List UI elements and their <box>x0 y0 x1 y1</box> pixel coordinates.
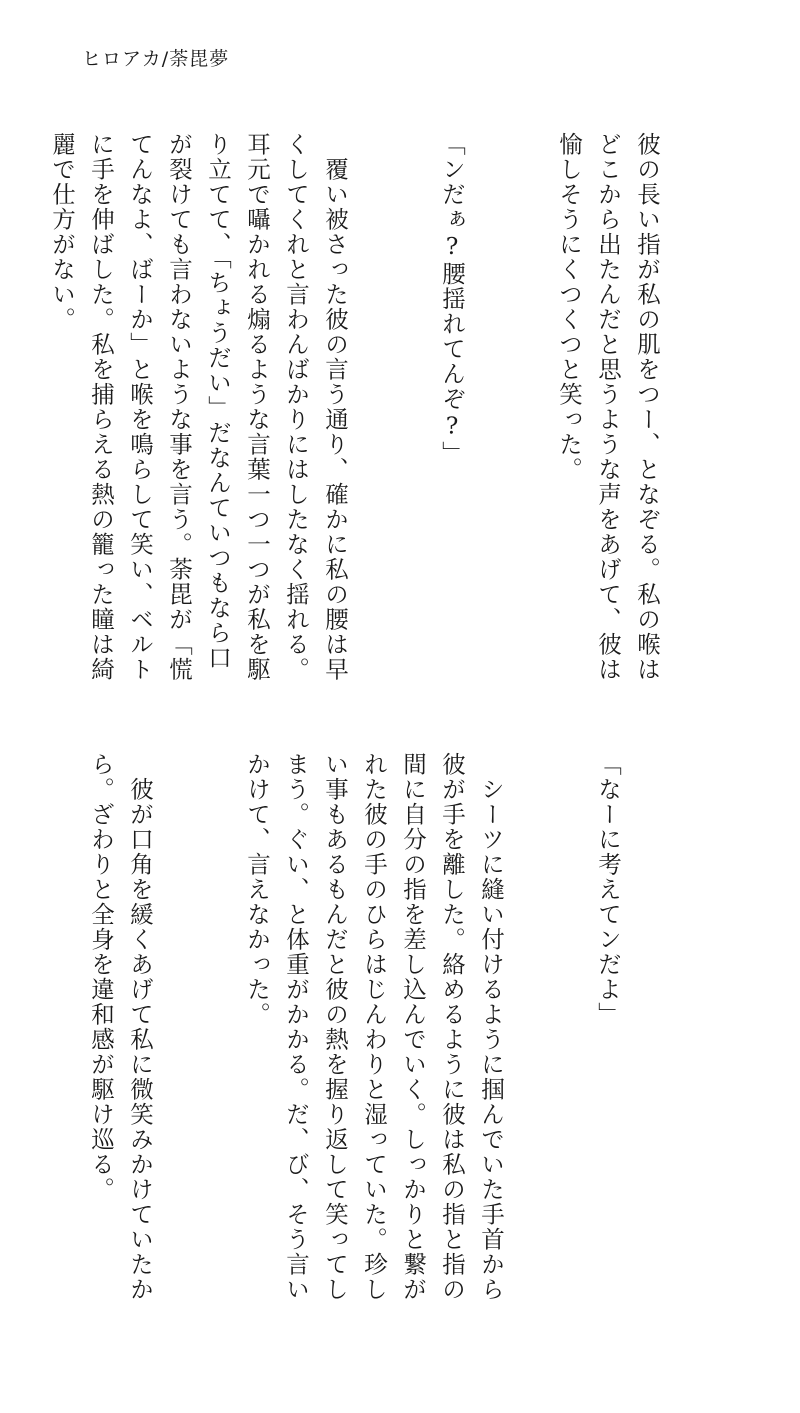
paragraph: 彼の長い指が私の肌をつー、となぞる。私の喉はどこから出たんだと思うような声をあげて、彼は愉しそうにくつくつと笑った。 <box>555 132 661 682</box>
paragraph: シーツに縫い付けるように掴んでいた手首から彼が手を離した。絡めるように彼は私の指と指の間に自分の指を差し込んでいく。しっかりと繋がれた彼の手のひらはじんわりと湿っていた。珍しい事もあるもんだと彼の熱を握り返して笑ってしまう。ぐい、と体重がかかる。だ、び、そう言いかけて、言えなかった。 <box>243 752 505 1302</box>
paragraph: 「ンだぁ?腰揺れてんぞ?」 <box>438 132 466 466</box>
paragraph: 彼が口角を緩くあげて私に微笑みかけていたから。ざわりと全身を違和感が駆け巡る。 <box>87 752 154 1302</box>
paragraph <box>0 752 3 1312</box>
text-section-2 <box>75 752 705 1312</box>
text-section-1 <box>48 132 744 692</box>
paragraph: 「なーに考えてンだよ」 <box>594 752 622 1027</box>
paragraph: 覆い被さった彼の言う通り、確かに私の腰は早くしてくれと言わんばかりにはしたなく揺れる。耳元で囁かれる煽るような言葉一つ一つが私を駆り立てて、「ちょうだい」だなんていつもなら口が裂けても言わないような事を言う。荼毘が「慌てんなよ、ばーか」と喉を鳴らして笑い、ベルトに手を伸ばした。私を捕らえる熱の籠った瞳は綺麗で仕方がない。 <box>48 132 349 682</box>
page-header: ヒロアカ/荼毘夢 <box>82 48 230 70</box>
